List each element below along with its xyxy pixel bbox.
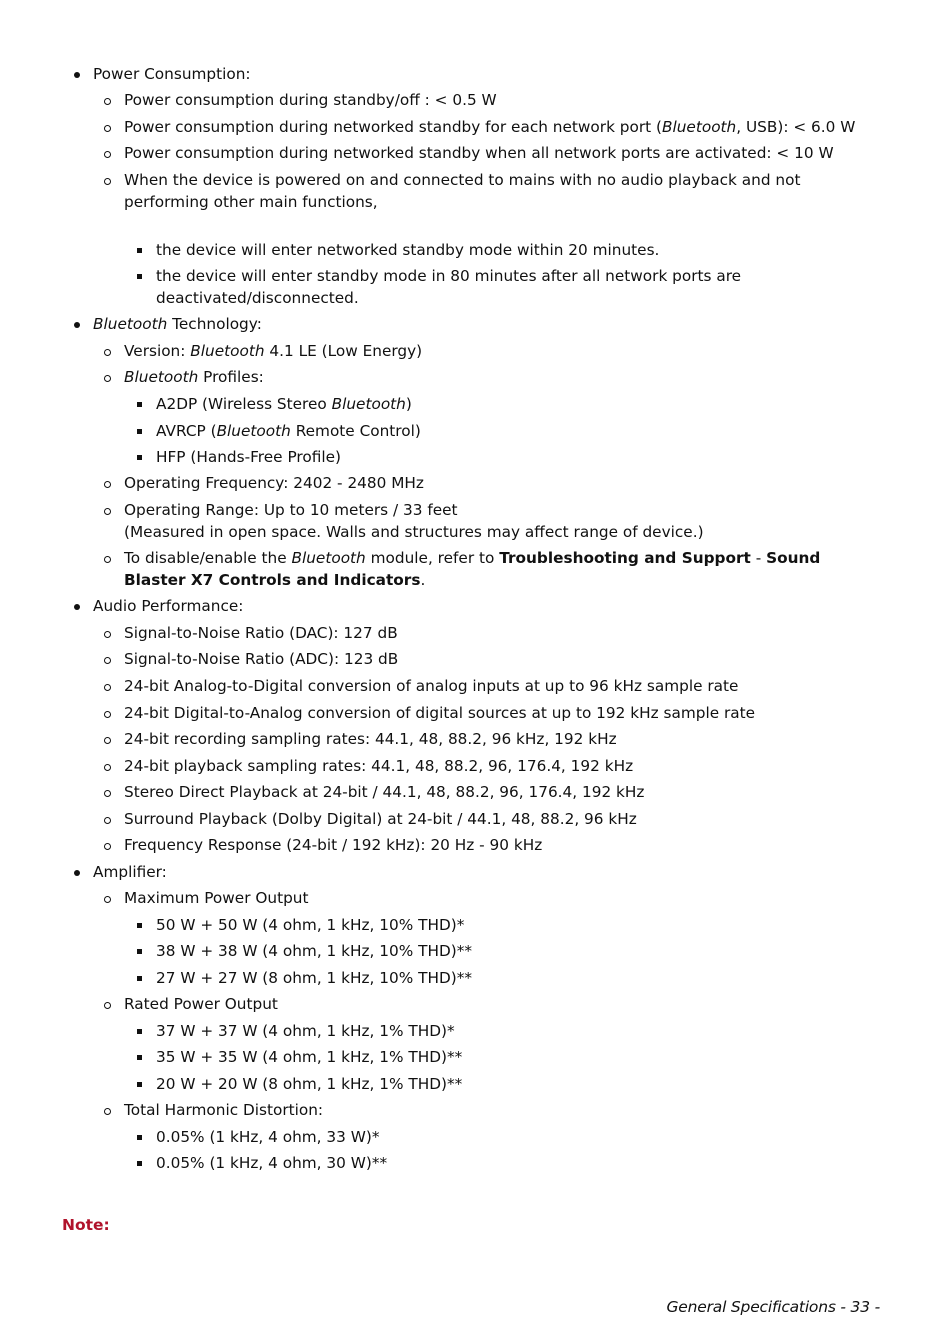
list-item <box>93 64 251 84</box>
bullet-circle-icon <box>104 657 111 664</box>
bullet-square-icon <box>137 1161 142 1166</box>
list-item <box>124 548 820 568</box>
list-item-continuation <box>124 522 704 542</box>
text-segment: AVRCP ( <box>156 422 217 440</box>
bullet-circle-icon <box>104 98 111 105</box>
text-segment: Bluetooth <box>291 549 366 567</box>
list-item <box>156 394 412 414</box>
text-segment: 27 W + 27 W (8 ohm, 1 kHz, 10% THD)** <box>156 969 473 987</box>
text-segment: To disable/enable the <box>124 549 292 567</box>
note-label: Note: <box>62 1216 110 1234</box>
list-item <box>124 676 738 696</box>
text-segment: Bluetooth <box>124 368 199 386</box>
text-segment: the device will enter networked standby mode within 20 minutes. <box>156 241 660 259</box>
text-segment: 4.1 LE (Low Energy) <box>264 342 423 360</box>
text-segment: Surround Playback (Dolby Digital) at 24-bit / 44.1, 48, 88.2, 96 kHz <box>124 810 637 828</box>
bullet-circle-icon <box>104 151 111 158</box>
list-item <box>124 756 633 776</box>
text-segment: Operating Frequency: 2402 - 2480 MHz <box>124 474 424 492</box>
list-item <box>124 994 278 1014</box>
list-item <box>156 1021 455 1041</box>
list-item <box>124 170 800 190</box>
list-item <box>156 266 741 286</box>
text-segment: (Measured in open space. Walls and structures may affect range of device.) <box>124 523 704 541</box>
bullet-circle-icon <box>104 125 111 132</box>
text-segment: Bluetooth <box>190 342 265 360</box>
list-item <box>124 649 398 669</box>
text-segment: Sound <box>766 549 821 567</box>
list-item <box>124 90 497 110</box>
text-segment: When the device is powered on and connected to mains with no audio playback and not <box>124 171 801 189</box>
bullet-circle-icon <box>104 764 111 771</box>
list-item <box>156 1127 379 1147</box>
list-item <box>156 240 659 260</box>
bullet-square-icon <box>137 923 142 928</box>
text-segment: . <box>420 571 426 589</box>
bullet-disc-icon <box>74 322 80 328</box>
text-segment: Frequency Response (24-bit / 192 kHz): 20 Hz - 90 kHz <box>124 836 543 854</box>
list-item <box>124 703 755 723</box>
list-item <box>156 421 421 441</box>
bullet-square-icon <box>137 1082 142 1087</box>
bullet-circle-icon <box>104 349 111 356</box>
text-segment: deactivated/disconnected. <box>156 289 359 307</box>
text-segment: Bluetooth <box>661 118 737 136</box>
text-segment: - <box>750 549 767 567</box>
text-segment: Maximum Power Output <box>124 889 309 907</box>
text-segment: HFP (Hands-Free Profile) <box>156 448 341 466</box>
bullet-circle-icon <box>104 178 111 185</box>
bullet-square-icon <box>137 248 142 253</box>
text-segment: , USB): < 6.0 W <box>736 118 856 136</box>
text-segment: performing other main functions, <box>124 193 378 211</box>
text-segment: 0.05% (1 kHz, 4 ohm, 30 W)** <box>156 1154 388 1172</box>
bullet-circle-icon <box>104 817 111 824</box>
list-item <box>124 143 834 163</box>
text-segment: Audio Performance: <box>93 597 244 615</box>
text-segment: 24-bit recording sampling rates: 44.1, 48, 88.2, 96 kHz, 192 kHz <box>124 730 617 748</box>
bullet-circle-icon <box>104 737 111 744</box>
text-segment: 24-bit playback sampling rates: 44.1, 48, 88.2, 96, 176.4, 192 kHz <box>124 757 634 775</box>
text-segment: 20 W + 20 W (8 ohm, 1 kHz, 1% THD)** <box>156 1075 463 1093</box>
list-item <box>93 862 167 882</box>
bullet-circle-icon <box>104 375 111 382</box>
text-segment: Amplifier: <box>93 863 167 881</box>
bullet-square-icon <box>137 949 142 954</box>
list-item-continuation <box>124 570 425 590</box>
text-segment: Rated Power Output <box>124 995 278 1013</box>
bullet-circle-icon <box>104 481 111 488</box>
text-segment: Bluetooth <box>93 315 168 333</box>
list-item <box>124 623 398 643</box>
bullet-circle-icon <box>104 790 111 797</box>
list-item <box>93 596 243 616</box>
list-item-continuation <box>124 192 378 212</box>
text-segment: Signal-to-Noise Ratio (DAC): 127 dB <box>124 624 398 642</box>
text-segment: Power consumption during networked standby for each network port ( <box>124 118 662 136</box>
text-segment: Bluetooth <box>216 422 291 440</box>
text-segment: Power Consumption: <box>93 65 251 83</box>
list-item <box>93 314 262 334</box>
text-segment: ) <box>405 395 412 413</box>
bullet-circle-icon <box>104 684 111 691</box>
list-item-continuation <box>156 288 359 308</box>
text-segment: 38 W + 38 W (4 ohm, 1 kHz, 10% THD)** <box>156 942 473 960</box>
bullet-disc-icon <box>74 870 80 876</box>
text-segment: 24-bit Digital-to-Analog conversion of digital sources at up to 192 kHz sample rate <box>124 704 756 722</box>
bullet-circle-icon <box>104 1108 111 1115</box>
list-item <box>124 729 617 749</box>
bullet-circle-icon <box>104 896 111 903</box>
text-segment: 24-bit Analog-to-Digital conversion of analog inputs at up to 96 kHz sample rate <box>124 677 739 695</box>
bullet-disc-icon <box>74 72 80 78</box>
list-item <box>124 473 424 493</box>
text-segment: Blaster X7 Controls and Indicators <box>124 571 421 589</box>
bullet-circle-icon <box>104 556 111 563</box>
text-segment: 35 W + 35 W (4 ohm, 1 kHz, 1% THD)** <box>156 1048 463 1066</box>
bullet-square-icon <box>137 274 142 279</box>
bullet-circle-icon <box>104 711 111 718</box>
list-item <box>156 447 341 467</box>
list-item <box>156 915 464 935</box>
bullet-circle-icon <box>104 631 111 638</box>
text-segment: the device will enter standby mode in 80 minutes after all network ports are <box>156 267 742 285</box>
list-item <box>124 367 264 387</box>
bullet-square-icon <box>137 1135 142 1140</box>
text-segment: Troubleshooting and Support <box>499 549 751 567</box>
bullet-square-icon <box>137 402 142 407</box>
text-segment: Bluetooth <box>331 395 406 413</box>
text-segment: Signal-to-Noise Ratio (ADC): 123 dB <box>124 650 399 668</box>
text-segment: Version: <box>124 342 191 360</box>
text-segment: module, refer to <box>365 549 500 567</box>
bullet-square-icon <box>137 976 142 981</box>
text-segment: 0.05% (1 kHz, 4 ohm, 33 W)* <box>156 1128 380 1146</box>
list-item <box>124 500 458 520</box>
text-segment: Operating Range: Up to 10 meters / 33 feet <box>124 501 458 519</box>
text-segment: Remote Control) <box>290 422 421 440</box>
list-item <box>124 835 542 855</box>
list-item <box>156 1153 387 1173</box>
bullet-disc-icon <box>74 604 80 610</box>
bullet-square-icon <box>137 455 142 460</box>
text-segment: Stereo Direct Playback at 24-bit / 44.1, 48, 88.2, 96, 176.4, 192 kHz <box>124 783 645 801</box>
list-item <box>124 888 308 908</box>
text-segment: Total Harmonic Distortion: <box>124 1101 324 1119</box>
bullet-square-icon <box>137 1029 142 1034</box>
bullet-circle-icon <box>104 1002 111 1009</box>
list-item <box>156 1074 462 1094</box>
text-segment: 37 W + 37 W (4 ohm, 1 kHz, 1% THD)* <box>156 1022 455 1040</box>
bullet-square-icon <box>137 1055 142 1060</box>
text-segment: Power consumption during standby/off : < 0.5 W <box>124 91 497 109</box>
list-item <box>124 1100 323 1120</box>
list-item <box>124 809 637 829</box>
list-item <box>124 341 422 361</box>
text-segment: Profiles: <box>198 368 264 386</box>
page-footer: General Specifications - 33 - <box>666 1298 880 1316</box>
list-item <box>156 941 472 961</box>
list-item <box>124 117 855 137</box>
text-segment: A2DP (Wireless Stereo <box>156 395 332 413</box>
list-item <box>156 1047 462 1067</box>
bullet-circle-icon <box>104 843 111 850</box>
list-item <box>124 782 644 802</box>
text-segment: Power consumption during networked standby when all network ports are activated: < 10 W <box>124 144 834 162</box>
text-segment: Technology: <box>167 315 262 333</box>
text-segment: 50 W + 50 W (4 ohm, 1 kHz, 10% THD)* <box>156 916 465 934</box>
list-item <box>156 968 472 988</box>
bullet-square-icon <box>137 429 142 434</box>
bullet-circle-icon <box>104 508 111 515</box>
